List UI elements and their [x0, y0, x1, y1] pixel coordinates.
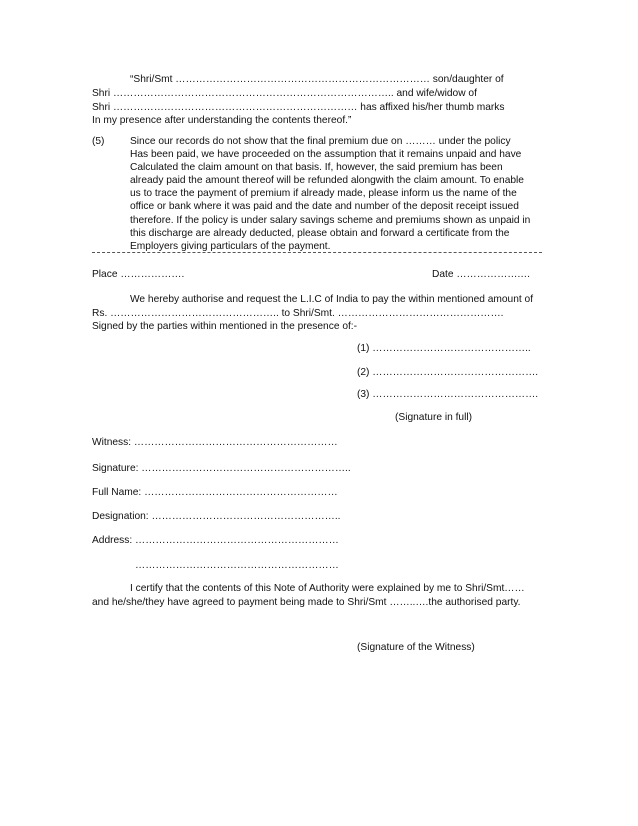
- place-field: Place ……………….: [92, 269, 185, 280]
- clause-line: Since our records do not show that the final premium due on ……… under the policy: [130, 136, 511, 147]
- clause-line: this discharge are already deducted, please obtain and forward a certificate from the: [130, 227, 510, 239]
- authorisation-line-1: We hereby authorise and request the L.I.C of India to pay the within mentioned amount of: [130, 294, 534, 305]
- authorisation-line-2: Rs. ………………………………………….. to Shri/Smt. ………………………………………….: [92, 308, 504, 319]
- signature-in-full-label: (Signature in full): [395, 412, 473, 423]
- intro-line-2: Shri ……………………………………………………………………….. and wife/widow of: [92, 88, 477, 99]
- clause-line: therefore. If the policy is under salary savings scheme and premiums shown as unpaid in: [130, 214, 531, 226]
- designation-field: Designation: ………………………………………………..: [92, 511, 341, 522]
- clause-line: Employers giving particulars of the payment.: [130, 240, 331, 252]
- full-name-field: Full Name: …………………………………………………: [92, 487, 338, 498]
- signatory-line-3: (3) ………………………………………….: [357, 389, 539, 400]
- authorisation-line-3: Signed by the parties within mentioned in the presence of:-: [92, 321, 358, 332]
- clause-5-text: [130, 135, 550, 253]
- address-field: Address: ……………………………………………………: [92, 535, 339, 546]
- certification-line-2: and he/she/they have agreed to payment being made to Shri/Smt ……..….the authorised party.: [92, 597, 521, 608]
- date-field: Date ……………….…: [432, 269, 531, 280]
- signatory-line-2: (2) ………………………………………….: [357, 367, 539, 378]
- clause-number: (5): [92, 136, 105, 147]
- intro-line-3: Shri ……………………………………………………………… has affixed his/her thumb marks: [92, 102, 505, 113]
- signatory-line-1: (1) ………………………………………..: [357, 343, 531, 354]
- intro-line-1: “Shri/Smt ………………………………………………………………… son/daughter of: [130, 74, 504, 85]
- clause-line: us to trace the payment of premium if already made, please inform us the name of the: [130, 188, 517, 200]
- witness-signature-label: (Signature of the Witness): [357, 642, 475, 653]
- certification-line-1: I certify that the contents of this Note of Authority were explained by me to Shri/Smt……: [130, 583, 525, 594]
- clause-line: Has been paid, we have proceeded on the assumption that it remains unpaid and have: [130, 149, 522, 161]
- witness-field: Witness: ……………………………………………………: [92, 437, 338, 448]
- clause-line: office or bank where it was paid and the date and number of the deposit receipt issued: [130, 201, 519, 213]
- clause-line: already paid the amount thereof will be refunded alongwith the claim amount. To enable: [130, 175, 524, 187]
- intro-line-4: In my presence after understanding the contents thereof.”: [92, 115, 352, 126]
- address-continuation: ……………………………………………………: [135, 560, 339, 571]
- clause-line: Calculated the claim amount on that basis. If, however, the said premium has been: [130, 162, 503, 174]
- dashed-divider: [92, 252, 542, 253]
- signature-field: Signature: ……………………………………………………..: [92, 463, 351, 474]
